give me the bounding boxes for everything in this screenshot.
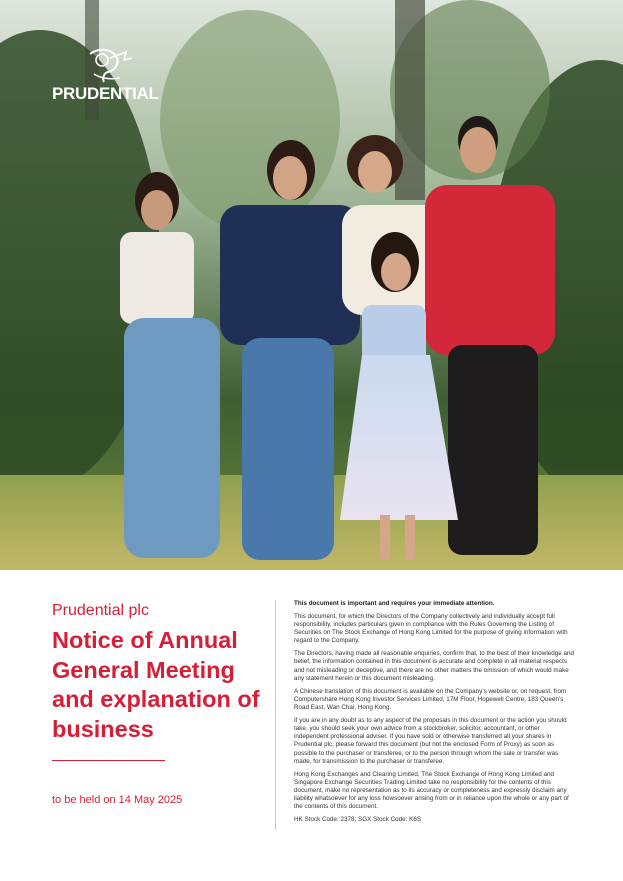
logo-wordmark: PRUDENTIAL (52, 84, 159, 103)
company-name: Prudential plc (52, 602, 149, 619)
title-divider (52, 760, 165, 761)
prudence-emblem-icon (80, 48, 140, 84)
important-notice (294, 600, 576, 829)
notice-paragraph: This document, for which the Directors of the Company collectively and individually accept full responsibility, includes particulars given in compliance with the Rules Governing the Listing of Securities on The Stock Exchange of Hong Kong Limited for the purpose of giving information with regard to the Company. (294, 612, 568, 645)
notice-paragraph: If you are in any doubt as to any aspect of the proposals in this document or the action you should take, you should seek your own advice from a stockbroker, solicitor, accountant, or other independent professional adviser. If you have sold or otherwise transferred all your shares in Prudential plc, please forward this document (but not the enclosed Form of Proxy) as soon as possible to the purchaser or transferee, or to the person through whom the sale or transfer was made, for transmission to the purchaser or transferee. (294, 716, 567, 765)
notice-paragraph: A Chinese translation of this document is available on the Company’s website or, on request, from Computershare Hong Kong Investor Services Limited, 17M Floor, Hopewell Centre, 183 Queen’s Road East, Wan Chai, Hong Kong. (294, 687, 567, 712)
notice-heading: This document is important and requires your immediate attention. (294, 600, 495, 607)
prudential-logo (52, 48, 164, 104)
document-title: Notice of Annual General Meeting and explanation of business (52, 627, 260, 742)
notice-paragraph: The Directors, having made all reasonable enquiries, confirm that, to the best of their knowledge and belief, the information contained in this document is accurate and complete in all material respects and not misleading or deceptive, and there are no other matters the omission of which would make any statement herein or this document misleading. (294, 650, 575, 682)
stock-codes: HK Stock Code: 2378; SGX Stock Code: K6S (294, 816, 422, 824)
column-divider (275, 600, 276, 830)
meeting-date: to be held on 14 May 2025 (52, 794, 183, 806)
notice-paragraph: Hong Kong Exchanges and Clearing Limited, The Stock Exchange of Hong Kong Limited and Singapore Exchange Securities Trading Limited take no responsibility for the contents of this document, make no representation as to its accuracy or completeness and expressly disclaim any liability whatsoever for any loss howsoever arising from or in reliance upon the whole or any part of the contents of this document. (294, 770, 569, 811)
